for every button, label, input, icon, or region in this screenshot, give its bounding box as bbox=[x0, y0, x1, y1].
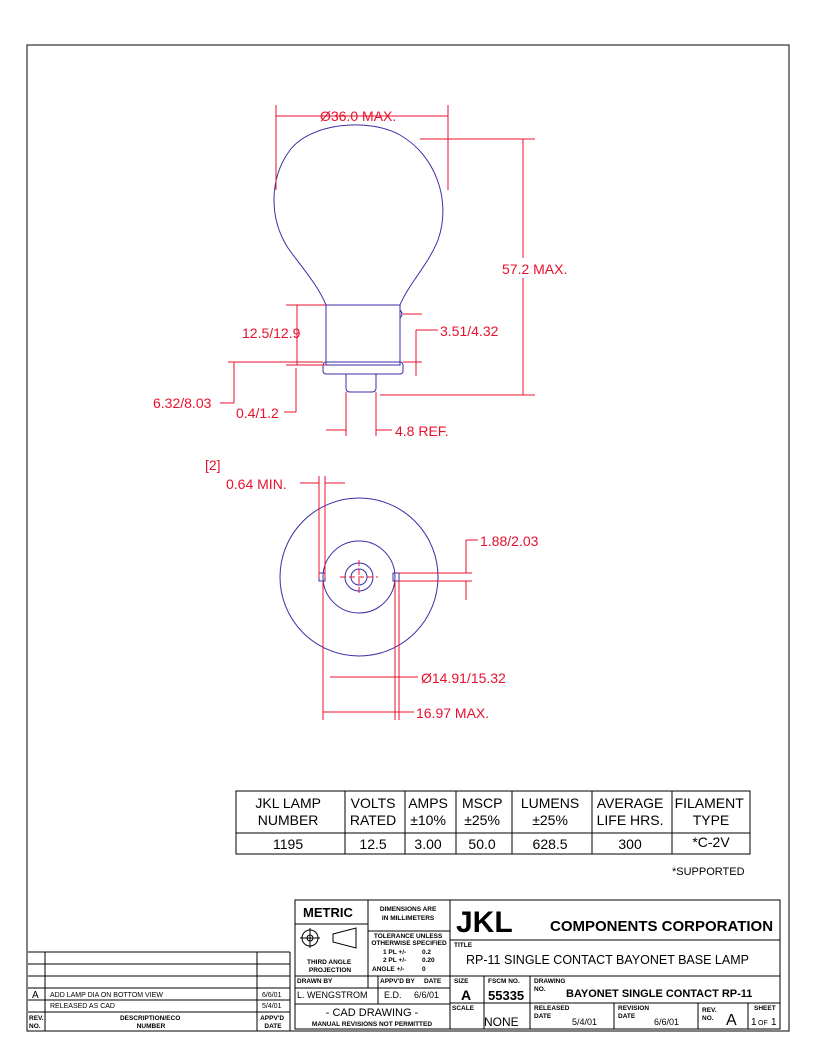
contact-button bbox=[346, 374, 376, 392]
td-lamp: 1195 bbox=[273, 836, 304, 852]
dim-contact-height: 0.4/1.2 bbox=[236, 405, 279, 421]
tb-size: A bbox=[461, 987, 472, 1003]
tb-metric: METRIC bbox=[303, 905, 353, 920]
tb-rev-label-1: REV. bbox=[702, 1007, 717, 1014]
th-lamp-2: NUMBER bbox=[257, 812, 319, 828]
tb-drawn-label: DRAWN BY bbox=[297, 978, 333, 985]
svg-text:1195 12.5 3.00 bbox=[273, 834, 730, 852]
tb-drawing-label-1: DRAWING bbox=[534, 978, 566, 985]
th-filament-1: FILAMENT bbox=[674, 795, 744, 811]
th-lumens-2: ±25% bbox=[532, 812, 568, 828]
dim-base-to-contact: 6.32/8.03 bbox=[153, 395, 212, 411]
rev-hdr-appvd-2: DATE bbox=[264, 1023, 282, 1030]
dim-pin-position: 3.51/4.32 bbox=[440, 323, 499, 339]
dim-overall-height: 57.2 MAX. bbox=[502, 261, 568, 277]
td-lumens: 628.5 bbox=[532, 836, 568, 852]
rev-hdr-desc-1: DESCRIPTION/ECO bbox=[119, 1015, 181, 1022]
tb-fscm: 55335 bbox=[488, 988, 525, 1003]
th-amps-2: ±10% bbox=[410, 812, 446, 828]
tb-drawn-by: L. WENGSTROM bbox=[297, 990, 368, 1000]
dim-pin-min: 0.64 MIN. bbox=[226, 476, 287, 492]
dim-note-ref: [2] bbox=[205, 457, 221, 473]
dim-pin-dia: 1.88/2.03 bbox=[480, 533, 539, 549]
th-lumens-1: LUMENS bbox=[520, 795, 580, 811]
th-volts-2: RATED bbox=[349, 812, 397, 828]
svg-text:REV. NO. bbox=[702, 1007, 718, 1022]
tb-fscm-label: FSCM NO. bbox=[488, 978, 520, 985]
tb-sheet-label: SHEET bbox=[754, 1005, 776, 1012]
tb-appvd-by: E.D. bbox=[384, 990, 402, 1000]
rev-row-2-desc: RELEASED AS CAD bbox=[50, 1003, 115, 1010]
tb-rev-label-2: NO. bbox=[702, 1015, 714, 1022]
svg-text:1 PL +/- 0.2 2 PL bbox=[372, 949, 436, 973]
tb-company-logo: JKL bbox=[456, 906, 513, 939]
td-volts: 12.5 bbox=[359, 836, 387, 852]
tb-dim-note-1: DIMENSIONS ARE bbox=[379, 906, 437, 913]
tb-size-label: SIZE bbox=[454, 978, 469, 985]
base-collar bbox=[323, 362, 403, 374]
spec-table bbox=[236, 791, 750, 878]
tb-scale: NONE bbox=[484, 1015, 519, 1029]
tb-drawing-label-2: NO. bbox=[534, 986, 546, 993]
tb-released: 5/4/01 bbox=[572, 1017, 598, 1027]
rev-row-1-rev: A bbox=[32, 990, 39, 1001]
svg-text:DIMENSIONS ARE IN MILLIM bbox=[371, 906, 447, 947]
tb-tol-3-label: ANGLE +/- bbox=[372, 966, 405, 973]
rev-hdr-desc-2: NUMBER bbox=[136, 1023, 166, 1030]
tb-revision-label-2: DATE bbox=[618, 1013, 636, 1020]
rev-row-1-desc: ADD LAMP DIA ON BOTTOM VIEW bbox=[50, 992, 163, 999]
dim-contact-dia: 4.8 REF. bbox=[395, 423, 449, 439]
svg-text:JKL LAMP NUMBER VO bbox=[255, 795, 747, 828]
th-amps-1: AMPS bbox=[408, 795, 448, 811]
svg-text:DRAWING NO. bbox=[534, 978, 567, 993]
tb-released-label-1: RELEASED bbox=[534, 1005, 570, 1012]
title-block bbox=[295, 900, 780, 1029]
tb-revision-date: 6/6/01 bbox=[654, 1017, 680, 1027]
svg-text:1 OF 1 bbox=[751, 1017, 777, 1028]
rev-hdr-rev-1: REV. bbox=[29, 1015, 44, 1022]
th-filament-2: TYPE bbox=[692, 812, 730, 828]
dim-bulb-diameter: Ø36.0 MAX. bbox=[320, 108, 397, 124]
svg-text:DESCRIPTION/ECO NUMBER bbox=[120, 1015, 182, 1030]
tb-title-label: TITLE bbox=[454, 942, 473, 949]
tb-tol-note-1: TOLERANCE UNLESS bbox=[373, 933, 443, 940]
tb-tol-2-value: 0.20 bbox=[422, 957, 435, 964]
tb-date-label: DATE bbox=[424, 978, 442, 985]
bottom-view bbox=[205, 457, 539, 721]
th-mscp-1: MSCP bbox=[461, 795, 503, 811]
sheet-border bbox=[27, 45, 789, 1031]
tb-projection-1: THIRD ANGLE bbox=[307, 959, 352, 966]
tb-appvd-label: APPV'D BY bbox=[380, 978, 415, 985]
th-mscp-2: ±25% bbox=[464, 812, 500, 828]
tb-projection-2: PROJECTION bbox=[308, 967, 352, 974]
pin-left bbox=[319, 573, 325, 581]
side-view bbox=[153, 105, 567, 439]
revision-block bbox=[28, 952, 290, 1031]
td-filament: *C-2V bbox=[692, 834, 730, 850]
tb-cad-note: - CAD DRAWING - bbox=[325, 1007, 419, 1019]
th-life-1: AVERAGE bbox=[596, 795, 664, 811]
pin-right bbox=[393, 573, 399, 581]
td-amps: 3.00 bbox=[414, 836, 442, 852]
tb-rev: A bbox=[726, 1012, 737, 1029]
tb-tol-1-label: 1 PL +/- bbox=[383, 949, 407, 956]
tb-tol-note-2: OTHERWISE SPECIFIED bbox=[371, 940, 447, 947]
tb-date: 6/6/01 bbox=[414, 990, 440, 1000]
rev-hdr-appvd-1: APPV'D bbox=[260, 1015, 285, 1022]
tb-title: RP-11 SINGLE CONTACT BAYONET BASE LAMP bbox=[466, 953, 749, 967]
rev-hdr-rev-2: NO. bbox=[29, 1023, 41, 1030]
tb-dim-note-2: IN MILLIMETERS bbox=[381, 915, 435, 922]
tb-released-label-2: DATE bbox=[534, 1013, 552, 1020]
dim-over-pins: 16.97 MAX. bbox=[416, 705, 490, 721]
rev-row-1-date: 6/6/01 bbox=[262, 992, 282, 999]
dim-base-length: 12.5/12.9 bbox=[242, 325, 301, 341]
rev-row-2-date: 5/4/01 bbox=[262, 1003, 282, 1010]
svg-text:THIRD ANGLE PROJECTION bbox=[307, 959, 353, 974]
svg-text:REV. NO. bbox=[29, 1015, 45, 1030]
tb-tol-3-value: 0 bbox=[422, 966, 426, 973]
tb-sheet: 1 bbox=[751, 1017, 757, 1028]
tb-cad-sub: MANUAL REVISIONS NOT PERMITTED bbox=[311, 1021, 433, 1028]
tb-drawing-no: BAYONET SINGLE CONTACT RP-11 bbox=[566, 988, 753, 1000]
svg-text:APPV'D DATE bbox=[260, 1015, 286, 1030]
projection-symbol-icon bbox=[300, 928, 356, 948]
th-volts-1: VOLTS bbox=[350, 795, 396, 811]
tb-scale-label: SCALE bbox=[452, 1005, 475, 1012]
tb-company-name: COMPONENTS CORPORATION bbox=[550, 918, 774, 935]
bulb-outline bbox=[274, 125, 443, 305]
th-lamp-1: JKL LAMP bbox=[255, 795, 321, 811]
svg-text:RELEASED DATE bbox=[534, 1005, 571, 1020]
tb-revision-label-1: REVISION bbox=[618, 1005, 650, 1012]
tb-tol-1-value: 0.2 bbox=[422, 949, 432, 956]
svg-text:REVISION DATE bbox=[618, 1005, 651, 1020]
spec-footnote: *SUPPORTED bbox=[672, 866, 745, 878]
th-life-2: LIFE HRS. bbox=[596, 812, 664, 828]
dim-base-dia: Ø14.91/15.32 bbox=[421, 670, 506, 686]
lamp-base bbox=[326, 305, 400, 365]
td-mscp: 50.0 bbox=[468, 836, 496, 852]
tb-sheet-of: OF bbox=[758, 1020, 768, 1027]
td-life: 300 bbox=[618, 836, 642, 852]
tb-sheet-total: 1 bbox=[771, 1017, 777, 1028]
tb-tol-2-label: 2 PL +/- bbox=[383, 957, 407, 964]
